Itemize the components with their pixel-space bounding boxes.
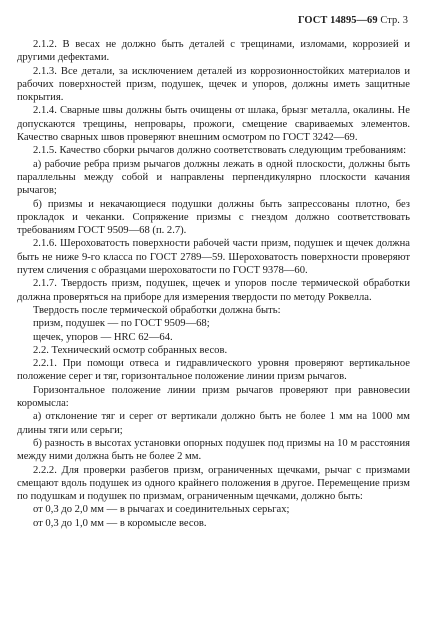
travel-levers: от 0,3 до 2,0 мм — в рычагах и соединительных серьгах; xyxy=(33,504,290,516)
tolerance-item-a: а) отклонение тяг и серег от вертикали должно быть не более 1 мм на 1000 мм длины тяги или серьги; xyxy=(17,411,410,436)
hardness-prisms: призм, подушек — по ГОСТ 9509—68; xyxy=(33,318,210,330)
tolerance-item-b: б) разность в высотах установки опорных подушек под призмы на 10 м расстояния между ними должна быть не более 2 мм. xyxy=(17,437,410,463)
paragraph-2-1-3: 2.1.3. Все детали, за исключением деталей из коррозионностойких материалов и рабочих поверхностей призм, подушек, щечек и упоров, должны иметь защитные покрытия. xyxy=(17,65,410,104)
paragraph-2-1-4: 2.1.4. Сварные швы должны быть очищены от шлака, брызг металла, окалины. Не допускаются трещины, непровары, прожоги, смещение свариваемых элементов. Качество сварных швов проверяют внешним осмотром по ГОСТ 3242—69. xyxy=(17,105,410,144)
page-header xyxy=(17,14,408,27)
standard-number: ГОСТ 14895—69 xyxy=(297,15,378,26)
paragraph-2-2-1: 2.2.1. При помощи отвеса и гидравлического уровня проверяют вертикальное положение серег и тяг, горизонтальное положение линии призм рычагов. xyxy=(17,358,410,383)
horizontal-check-intro: Горизонтальное положение линии призм рычагов проверяют при равновесии коромысла: xyxy=(17,384,410,410)
section-2-2-heading: 2.2. Технический осмотр собранных весов. xyxy=(33,344,228,356)
paragraph-2-1-6: 2.1.6. Шероховатость поверхности рабочей части призм, подушек и щечек должна быть не ниже 9-го класса по ГОСТ 2789—59. Шероховатость поверхности проверяют путем сличения с образцами шероховатости по ГОСТ 9378—60. xyxy=(17,238,410,277)
travel-beam: от 0,3 до 1,0 мм — в коромысле весов. xyxy=(33,517,207,529)
hardness-intro: Твердость после термической обработки должна быть: xyxy=(33,304,281,316)
paragraph-2-1-5: 2.1.5. Качество сборки рычагов должно соответствовать следующим требованиям: xyxy=(33,145,407,157)
paragraph-2-2-2: 2.2.2. Для проверки разбегов призм, ограниченных щечками, рычаг с призмами смещают вдоль подушек из одного крайнего положения в другое. Перемещение призм по подушкам и подушек по призмам, ограниченным щечками, должно быть: xyxy=(17,464,410,503)
list-item-a: а) рабочие ребра призм рычагов должны лежать в одной плоскости, должны быть параллельны между собой и направлены перпендикулярно плоскости качания рычагов; xyxy=(17,158,410,197)
paragraph-2-1-2: 2.1.2. В весах не должно быть деталей с трещинами, изломами, коррозией и другими дефектами. xyxy=(17,39,410,64)
list-item-b: б) призмы и некачающиеся подушки должны быть запрессованы плотно, без прокладок и чеканки. Сопряжение призмы с гнездом должно соответствовать требованиям ГОСТ 9509—68 (п. 2.7). xyxy=(17,198,410,237)
paragraph-2-1-7: 2.1.7. Твердость призм, подушек, щечек и упоров после термической обработки должна проверяться на приборе для измерения твердости по методу Роквелла. xyxy=(17,278,410,303)
hardness-cheeks: щечек, упоров — HRC 62—64. xyxy=(33,331,173,343)
page-number: Стр. 3 xyxy=(380,15,408,26)
